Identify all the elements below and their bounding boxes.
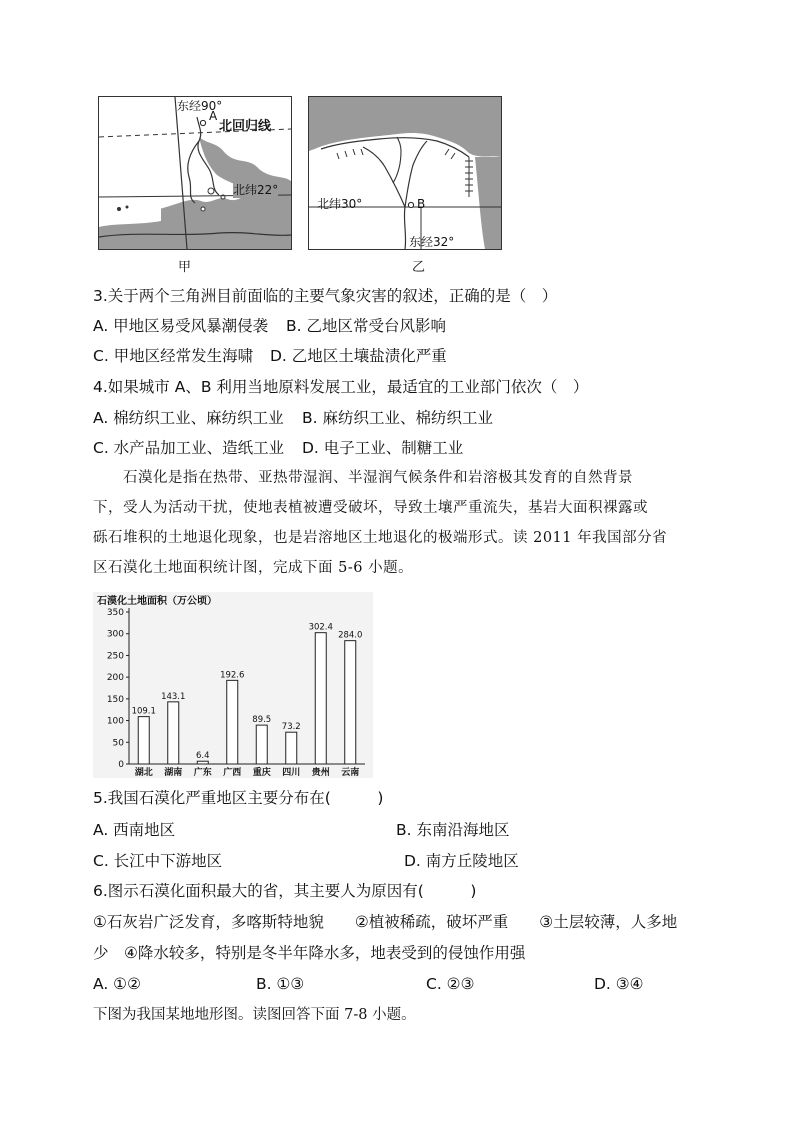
x-tick-label: 湖北 <box>134 768 153 778</box>
y-tick-label: 150 <box>106 694 124 705</box>
x-tick-label: 云南 <box>341 768 360 778</box>
label-lon-32: 东经32° <box>409 235 455 249</box>
y-tick-label: 300 <box>106 629 124 640</box>
bar-广西 <box>227 680 238 764</box>
q4-option-b: B. 麻纺织工业、棉纺织工业 <box>302 409 493 427</box>
q3-option-c: C. 甲地区经常发生海啸 <box>93 347 254 365</box>
stone-desert-chart <box>93 592 373 778</box>
chart-title: 石漠化土地面积（万公顷） <box>97 596 217 607</box>
bar-贵州 <box>315 633 326 764</box>
y-tick-label: 250 <box>106 651 124 662</box>
q3-stem: 3.关于两个三角洲目前面临的主要气象灾害的叙述，正确的是（ ） <box>93 287 558 305</box>
x-tick-label: 贵州 <box>311 768 330 778</box>
q6-option-d: D. ③④ <box>594 975 644 993</box>
q4-option-c: C. 水产品加工业、造纸工业 <box>93 439 285 457</box>
passage-line-3: 砾石堆积的土地退化现象，也是岩溶地区土地退化的极端形式。读 2011 年我国部分省 <box>93 530 668 546</box>
x-tick-label: 广西 <box>223 768 242 778</box>
q3-option-a: A. 甲地区易受风暴潮侵袭 <box>93 317 269 335</box>
label-point-a: A <box>209 109 218 123</box>
q7-8-intro: 下图为我国某地地形图。读图回答下面 7-8 小题。 <box>93 1007 416 1023</box>
map-jia <box>98 96 292 250</box>
q6-option-c: C. ②③ <box>426 975 475 993</box>
data-label: 6.4 <box>195 751 210 762</box>
y-tick-label: 350 <box>106 608 124 618</box>
label-lon-90: 东经90° <box>177 99 223 113</box>
y-tick-label: 100 <box>106 716 124 727</box>
label-point-b: B <box>417 197 426 211</box>
data-label: 284.0 <box>338 630 363 641</box>
q6-option-b: B. ①③ <box>256 975 305 993</box>
x-tick-label: 重庆 <box>252 768 271 778</box>
bar-重庆 <box>256 725 267 764</box>
q6-statements-line-1: ①石灰岩广泛发育，多喀斯特地貌 ②植被稀疏，破坏严重 ③土层较薄，人多地 <box>93 913 678 931</box>
map-yi-drawing <box>309 97 501 249</box>
q3-option-b: B. 乙地区常受台风影响 <box>286 317 446 335</box>
q5-option-b: B. 东南沿海地区 <box>396 821 510 839</box>
q3-option-d: D. 乙地区土壤盐渍化严重 <box>270 347 447 365</box>
y-tick-label: 0 <box>118 760 124 770</box>
q6-statements-line-2: 少 ④降水较多，特别是冬半年降水多，地表受到的侵蚀作用强 <box>93 944 526 962</box>
passage-line-4: 区石漠化土地面积统计图，完成下面 5-6 小题。 <box>93 560 414 576</box>
data-label: 192.6 <box>220 670 245 681</box>
label-lat-30: 北纬30° <box>317 197 363 211</box>
map-yi <box>308 96 502 250</box>
passage-line-2: 下，受人为活动干扰，使地表植被遭受破坏，导致土壤严重流失，基岩大面积裸露或 <box>93 500 648 516</box>
q4-option-a: A. 棉纺织工业、麻纺织工业 <box>93 409 284 427</box>
bar-广东 <box>197 761 208 764</box>
q6-stem: 6.图示石漠化面积最大的省，其主要人为原因有( ) <box>93 882 477 900</box>
data-label: 143.1 <box>161 691 186 702</box>
passage-line-1: 石漠化是指在热带、亚热带湿润、半湿润气候条件和岩溶极其发育的自然背景 <box>123 470 633 486</box>
label-tropic: 北回归线 <box>219 119 272 134</box>
q4-option-d: D. 电子工业、制糖工业 <box>302 439 464 457</box>
chart-svg <box>93 592 373 778</box>
label-lat-22: 北纬22° <box>233 183 279 197</box>
bar-湖南 <box>168 702 179 764</box>
bar-湖北 <box>138 717 149 764</box>
q4-stem: 4.如果城市 A、B 利用当地原料发展工业，最适宜的工业部门依次（ ） <box>93 378 589 396</box>
bar-云南 <box>345 641 356 764</box>
bar-四川 <box>286 732 297 764</box>
x-tick-label: 湖南 <box>164 768 183 778</box>
x-tick-label: 四川 <box>282 768 301 778</box>
y-tick-label: 200 <box>106 673 124 684</box>
passage <box>93 463 705 583</box>
data-label: 302.4 <box>308 622 333 633</box>
data-label: 89.5 <box>252 715 272 726</box>
map-jia-caption: 甲 <box>178 260 192 275</box>
x-tick-label: 广东 <box>193 768 212 778</box>
q6-option-a: A. ①② <box>93 975 141 993</box>
q5-option-d: D. 南方丘陵地区 <box>404 852 519 870</box>
data-label: 109.1 <box>131 706 156 717</box>
q5-option-c: C. 长江中下游地区 <box>93 852 223 870</box>
data-label: 73.2 <box>281 722 301 733</box>
map-yi-caption: 乙 <box>412 260 426 275</box>
y-tick-label: 50 <box>112 738 124 749</box>
q5-stem: 5.我国石漠化严重地区主要分布在( ) <box>93 789 384 807</box>
q5-option-a: A. 西南地区 <box>93 821 176 839</box>
